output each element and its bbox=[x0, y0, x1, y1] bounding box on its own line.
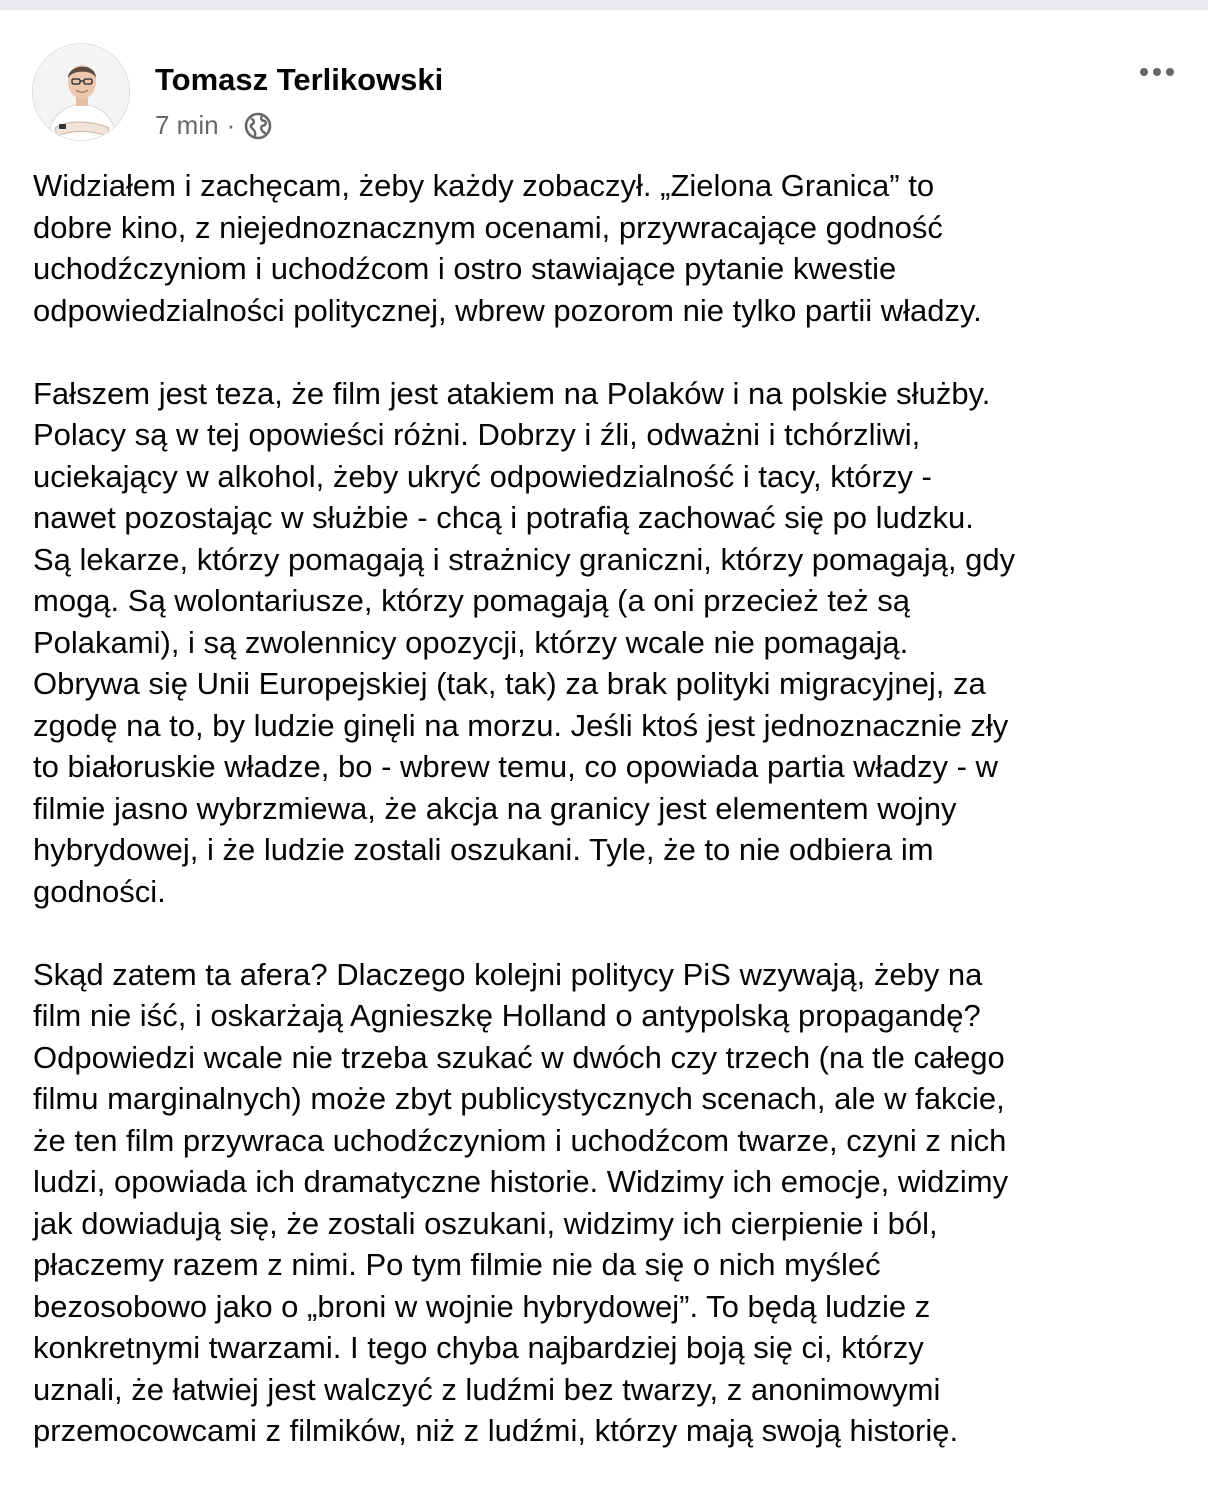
post-meta bbox=[155, 110, 273, 141]
avatar[interactable] bbox=[32, 43, 130, 141]
top-divider bbox=[0, 0, 1208, 10]
post-body bbox=[33, 165, 1193, 1452]
author-name[interactable]: Tomasz Terlikowski bbox=[155, 62, 444, 97]
globe-icon[interactable] bbox=[243, 111, 273, 141]
more-options-icon[interactable] bbox=[1138, 60, 1176, 84]
post-paragraph: Widziałem i zachęcam, żeby każdy zobaczył. „Zielona Granica” to dobre kino, z niejednoznacznym ocenami, przywracające godność uchodźczyniom i uchodźcom i ostro stawiające pytanie kwestie odpowiedzialności politycznej, wbrew pozorom nie tylko partii władzy. bbox=[33, 168, 982, 328]
avatar-photo bbox=[33, 44, 130, 141]
post-paragraph: Skąd zatem ta afera? Dlaczego kolejni politycy PiS wzywają, żeby na film nie iść, i oskarżają Agnieszkę Holland o antypolską propagandę? Odpowiedzi wcale nie trzeba szukać w dwóch czy trzech (na tle całego filmu marginalnych) może zbyt publicystycznych scenach, ale w fakcie, że ten film przywraca uchodźczyniom i uchodźcom twarze, czyni z nich ludzi, opowiada ich dramatyczne historie. Widzimy ich emocje, widzimy jak dowiadują się, że zostali oszukani, widzimy ich cierpienie i ból, płaczemy razem z nimi. Po tym filmie nie da się o nich myśleć bezosobowo jako o „broni w wojnie hybrydowej”. To będą ludzie z konkretnymi twarzami. I tego chyba najbardziej boją się ci, którzy uznali, że łatwiej jest walczyć z ludźmi bez twarzy, z anonimowymi przemocowcami z filmików, niż z ludźmi, którzy mają swoją historię. bbox=[33, 956, 1009, 1448]
post-card bbox=[0, 10, 1208, 1486]
post-paragraph: Fałszem jest teza, że film jest atakiem na Polaków i na polskie służby. Polacy są w tej opowieści różni. Dobrzy i źli, odważni i tchórzliwi, uciekający w alkohol, żeby ukryć odpowiedzialność i tacy, którzy - nawet pozostając w służbie - chcą i potrafią zachować się po ludzku. Są lekarze, którzy pomagają i strażnicy graniczni, którzy pomagają, gdy mogą. Są wolontariusze, którzy pomagają (a oni przecież też są Polakami), i są zwolennicy opozycji, którzy wcale nie pomagają. Obrywa się Unii Europejskiej (tak, tak) za brak polityki migracyjnej, za zgodę na to, by ludzie ginęli na morzu. Jeśli ktoś jest jednoznacznie zły to białoruskie władze, bo - wbrew temu, co opowiada partia władzy - w filmie jasno wybrzmiewa, że akcja na granicy jest elementem wojny hybrydowej, i że ludzie zostali oszukani. Tyle, że to nie odbiera im godności. bbox=[33, 375, 1016, 909]
meta-separator: · bbox=[226, 110, 236, 140]
post-timestamp[interactable]: 7 min bbox=[155, 110, 219, 140]
